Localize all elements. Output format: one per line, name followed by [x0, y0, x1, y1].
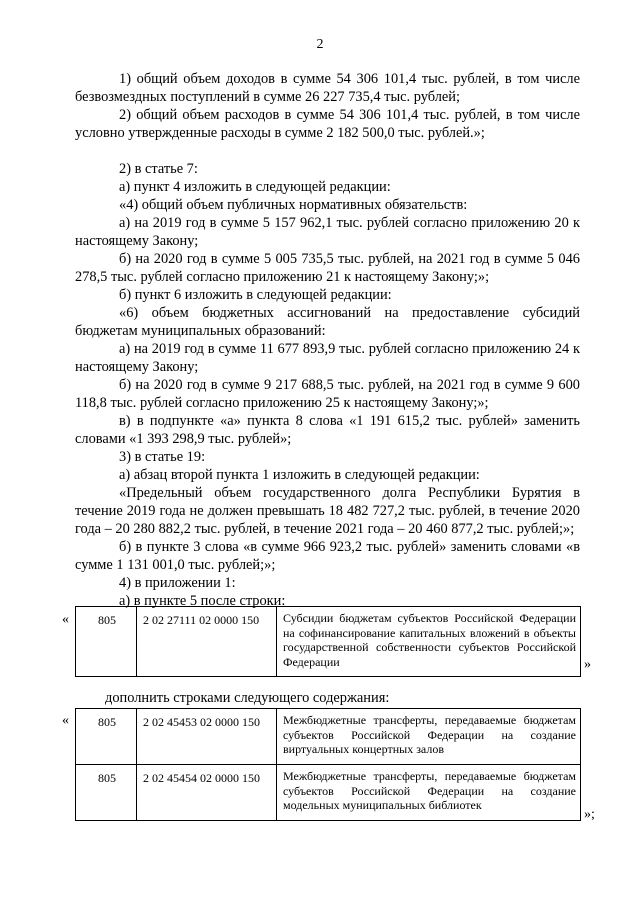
admin-code-cell: 805 — [76, 607, 137, 677]
paragraph: а) абзац второй пункта 1 изложить в следующей редакции: — [119, 467, 480, 483]
paragraph: 4) в приложении 1: — [119, 575, 236, 591]
admin-code-cell: 805 — [76, 765, 137, 821]
paragraph: б) на 2020 год в сумме 5 005 735,5 тыс. рублей, на 2021 год в сумме 5 046 278,5 тыс. рублей согласно приложению 21 к настоящему Закону;»; — [75, 251, 580, 285]
codes-table-added — [75, 708, 581, 821]
paragraph: 1) общий объем доходов в сумме 54 306 101,4 тыс. рублей, в том числе безвозмездных поступлений в сумме 26 227 735,4 тыс. рублей; — [75, 71, 580, 105]
paragraph: б) в пункте 3 слова «в сумме 966 923,2 тыс. рублей» заменить словами «в сумме 1 131 001,0 тыс. рублей;»; — [75, 539, 580, 573]
paragraph: б) пункт 6 изложить в следующей редакции: — [119, 287, 392, 303]
page-number: 2 — [316, 37, 324, 52]
paragraph: 2) в статье 7: — [119, 161, 198, 177]
paragraph: 3) в статье 19: — [119, 449, 206, 465]
paragraph: «Предельный объем государственного долга Республики Бурятия в течение 2019 года не должен превышать 18 482 727,2 тыс. рублей, в течение 2020 года – 20 280 882,2 тыс. рублей, в течение 2021 года – 20 460 877,2 тыс. рублей;»; — [75, 485, 580, 537]
revenue-code-cell: 2 02 27111 02 0000 150 — [137, 607, 277, 677]
paragraph: «6) объем бюджетных ассигнований на предоставление субсидий бюджетам муниципальных образований: — [75, 305, 580, 339]
paragraph: б) на 2020 год в сумме 9 217 688,5 тыс. рублей, на 2021 год в сумме 9 600 118,8 тыс. рублей согласно приложению 25 к настоящему Закону;»; — [75, 377, 580, 411]
revenue-name-cell: Межбюджетные трансферты, передаваемые бюджетам субъектов Российской Федерации на создание модельных муниципальных библиотек — [277, 765, 581, 821]
revenue-name-cell: Межбюджетные трансферты, передаваемые бюджетам субъектов Российской Федерации на создание виртуальных концертных залов — [277, 709, 581, 765]
paragraph: а) в пункте 5 после строки: — [119, 593, 286, 609]
paragraph: «4) общий объем публичных нормативных обязательств: — [119, 197, 468, 213]
subheading: дополнить строками следующего содержания: — [105, 690, 390, 706]
table-row — [76, 765, 581, 821]
paragraph: а) пункт 4 изложить в следующей редакции: — [119, 179, 391, 195]
table-close-quote: »; — [584, 807, 595, 822]
paragraph: в) в подпункте «а» пункта 8 слова «1 191 615,2 тыс. рублей» заменить словами «1 393 298,9 тыс. рублей»; — [75, 413, 580, 447]
paragraph: а) на 2019 год в сумме 5 157 962,1 тыс. рублей согласно приложению 20 к настоящему Закону; — [75, 215, 580, 249]
codes-table-before — [75, 606, 581, 677]
admin-code-cell: 805 — [76, 709, 137, 765]
revenue-name-cell: Субсидии бюджетам субъектов Российской Федерации на софинансирование капитальных вложений в объекты государственной собственности субъектов Российской Федерации — [277, 607, 581, 677]
table-row — [76, 607, 581, 677]
paragraph: 2) общий объем расходов в сумме 54 306 101,4 тыс. рублей, в том числе условно утвержденные расходы в сумме 2 182 500,0 тыс. рублей.»; — [75, 107, 580, 141]
table-open-quote: « — [62, 612, 69, 627]
revenue-code-cell: 2 02 45453 02 0000 150 — [137, 709, 277, 765]
table-row — [76, 709, 581, 765]
blank-line — [75, 142, 580, 160]
table-open-quote: « — [62, 713, 69, 728]
table-close-quote: » — [584, 657, 591, 672]
revenue-code-cell: 2 02 45454 02 0000 150 — [137, 765, 277, 821]
body-text — [75, 70, 580, 610]
paragraph: а) на 2019 год в сумме 11 677 893,9 тыс. рублей согласно приложению 24 к настоящему Закону; — [75, 341, 580, 375]
